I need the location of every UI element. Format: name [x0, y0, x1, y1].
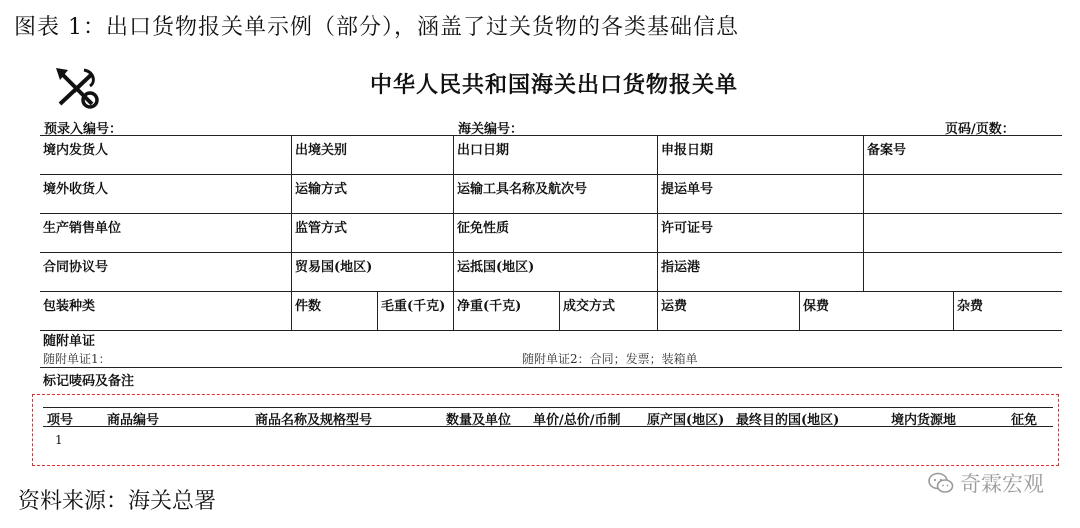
field-exit-port: 出境关别: [291, 136, 453, 174]
field-piece-count: 件数: [291, 292, 377, 330]
goods-table-header: [43, 407, 1053, 427]
field-contract-number: 合同协议号: [43, 260, 109, 275]
declaration-grid: [40, 135, 1062, 331]
field-license-number: 许可证号: [657, 214, 863, 252]
field-vehicle-voyage: 运输工具名称及航次号: [453, 175, 657, 213]
field-destination-port: 指运港: [657, 253, 863, 291]
field-declaration-date: 申报日期: [657, 136, 863, 174]
form-row: [40, 214, 1062, 253]
customs-number-label: 海关编号：: [458, 122, 524, 137]
field-destination-country: 运抵国(地区): [453, 253, 657, 291]
goods-table-highlight: [32, 394, 1059, 466]
field-bill-of-lading: 提运单号: [657, 175, 863, 213]
field-misc-fees: 杂费: [953, 292, 1062, 330]
field-trade-country: 贸易国(地区): [291, 253, 453, 291]
form-row: [40, 292, 1062, 331]
attached-documents-section: [40, 327, 1062, 390]
field-empty: [863, 175, 1062, 213]
source-note: 资料来源：海关总署: [18, 489, 217, 514]
goods-header-commodity-code: 商品编号: [107, 413, 160, 428]
goods-header-name-spec: 商品名称及规格型号: [255, 413, 373, 428]
attached-doc-1: 随附单证1：: [43, 352, 111, 366]
field-freight: 运费: [657, 292, 799, 330]
field-insurance: 保费: [799, 292, 953, 330]
goods-header-origin-country: 原产国(地区): [647, 413, 725, 428]
wechat-icon: [928, 472, 954, 494]
field-export-date: 出口日期: [453, 136, 657, 174]
form-row: [40, 175, 1062, 214]
figure-caption: 图表 1：出口货物报关单示例（部分），涵盖了过关货物的各类基础信息: [14, 15, 739, 40]
field-levy-exemption: 征免性质: [453, 214, 657, 252]
customs-emblem-icon: [54, 66, 100, 110]
field-package-type: 包装种类: [43, 299, 96, 314]
field-empty: [863, 253, 1062, 291]
field-record-number: 备案号: [863, 136, 1062, 174]
watermark: [928, 468, 1044, 498]
field-net-weight: 净重(千克): [453, 292, 559, 330]
goods-header-price-currency: 单价/总价/币制: [533, 413, 621, 428]
goods-row-item-number: 1: [55, 433, 63, 447]
goods-header-item-no: 项号: [47, 413, 74, 428]
field-supervision-mode: 监管方式: [291, 214, 453, 252]
attached-documents-title: 随附单证: [43, 334, 96, 349]
preentry-number-label: 预录入编号：: [44, 122, 123, 137]
field-transaction-mode: 成交方式: [559, 292, 657, 330]
watermark-text: 奇霖宏观: [960, 472, 1044, 496]
form-title: 中华人民共和国海关出口货物报关单: [370, 72, 739, 98]
attached-documents-line: [40, 347, 1062, 368]
field-empty: [863, 214, 1062, 252]
form-row: [40, 135, 1062, 175]
goods-header-final-destination: 最终目的国(地区): [736, 413, 840, 428]
field-overseas-consignee: 境外收货人: [43, 182, 109, 197]
marks-and-remarks: 标记唛码及备注: [43, 374, 135, 389]
field-producer-seller: 生产销售单位: [43, 221, 122, 236]
goods-header-quantity-unit: 数量及单位: [446, 413, 512, 428]
goods-header-domestic-source: 境内货源地: [891, 413, 957, 428]
field-domestic-shipper: 境内发货人: [43, 143, 109, 158]
attached-doc-2: 随附单证2：合同；发票；装箱单: [522, 352, 698, 366]
page-number-label: 页码/页数：: [945, 122, 1015, 137]
field-transport-mode: 运输方式: [291, 175, 453, 213]
goods-header-levy: 征免: [1011, 413, 1038, 428]
field-gross-weight: 毛重(千克): [377, 292, 453, 330]
customs-declaration-form: [40, 58, 1060, 478]
form-row: [40, 253, 1062, 292]
